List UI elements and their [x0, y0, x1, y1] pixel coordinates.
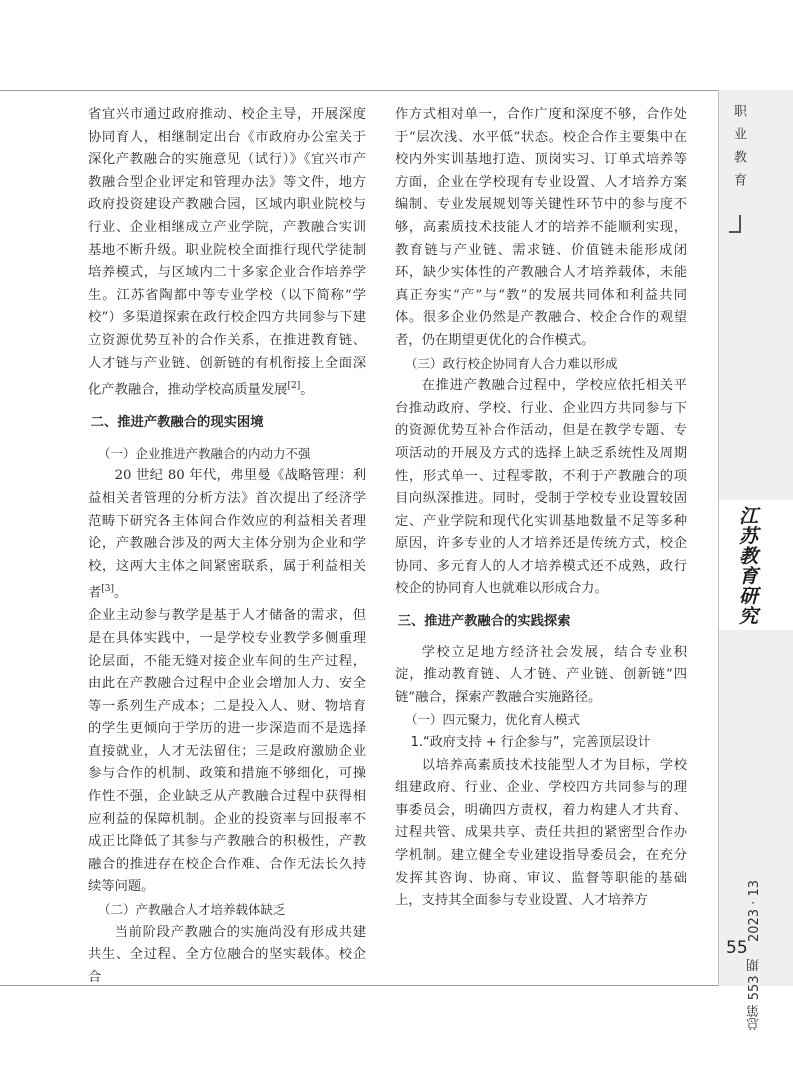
paragraph: 作方式相对单一，合作广度和深度不够，合作处于“层次浅、水平低”状态。校企合作主要集中在校内外实训基地打造、顶岗实习、订单式培养等方面，企业在学校现有专业设置、人才培养方案编制、专业发展规划等关键性环节中的参与度不够，高素质技术技能人才的培养不能顺利实现，教育链与产业链、需求链、价值链未能形成闭环，缺少实体性的产教融合人才培养载体，未能真正夯实“产”与“教”的发展共同体和利益共同体。很多企业仍然是产教融合、校企合作的观望者，仍在期望更优化的合作模式。 [395, 107, 687, 348]
top-rule [0, 90, 793, 91]
issue-info [745, 880, 764, 1030]
paragraph: 在推进产教融合过程中，学校应依托相关平台推动政府、学校、行业、企业四方共同参与下的资源优势互补合作活动，但是在教学专题、专项活动的开展及方式的选择上缺乏系统性及周期性，形式单一、过程零散，不利于产教融合的项目向纵深推进。同时，受制于学校专业设置较固定、产业学院和现代化实训基地数量不足等多种原因，许多专业的人才培养还是传统方式，校企协同、多元育人的人才培养模式还不成熟，政行校企的协同育人也就难以形成合力。 [395, 378, 687, 597]
section-label: 职业教育 [731, 104, 746, 196]
left-column [88, 104, 366, 989]
issue-date: 2023 · 13 [747, 880, 762, 943]
section-heading: 二、推进产教融合的现实困境 [90, 415, 264, 431]
issue-total: 总第 553 期 [747, 958, 762, 1031]
subsection-heading: （二）产教融合人才培养载体缺乏 [98, 902, 286, 918]
subsection-heading: （一）企业推进产教融合的内动力不强 [98, 445, 311, 461]
subsection-heading: （三）政行校企协同育人合力难以形成 [405, 355, 618, 371]
paragraph: 企业主动参与教学是基于人才储备的需求，但是在具体实践中，一是学校专业教学多侧重理论层面，不能无缝对接企业车间的生产过程，由此在产教融合过程中企业会增加人力、安全等一系列生产成本；二是投入人、财、物培育的学生更倾向于学历的进一步深造而不是选择直接就业，人才无法留住；三是政府激励企业参与合作的机制、政策和措施不够细化，可操作性不强，企业缺乏从产教融合过程中获得相应利益的保障机制。企业的投资率与回报率不成正比降低了其参与产教融合的积极性，产教融合的推进存在校企合作难、合作无法长久持续等问题。 [88, 608, 366, 895]
paragraph: 20 世纪 80 年代，弗里曼《战略管理：利益相关者管理的分析方法》首次提出了经济学范畴下研究各主体间合作效应的利益相关者理论，产教融合涉及的两大主体分别为企业和学校，这两大主体之间紧密联系，属于利益相关者[3]。 [88, 468, 366, 601]
paragraph: 省宜兴市通过政府推动、校企主导，开展深度协同育人，相继制定出台《市政府办公室关于深化产教融合的实施意见（试行）》《宜兴市产教融合型企业评定和管理办法》等文件，地方政府投资建设产教融合园，区域内职业院校与行业、企业相继成立产业学院，产教融合实训基地不断升级。职业院校全面推行现代学徒制培养模式，与区域内二十多家企业合作培养学生。江苏省陶都中等专业学校（以下简称“学校”）多渠道探索在政行校企四方共同参与下建立资源优势互补的合作关系，在推进教育链、人才链与产业链、创新链的有机衔接上全面深化产教融合，推动学校高质量发展[2]。 [88, 107, 366, 398]
sub-subsection-heading: 1.“政府支持 + 行企参与”，完善顶层设计 [410, 735, 651, 751]
paragraph: 当前阶段产教融合的实施尚没有形成共建共生、全过程、全方位融合的坚实载体。校企合 [88, 924, 366, 985]
page-number: 55 [726, 938, 748, 958]
bracket-mark-icon [729, 215, 741, 233]
paragraph: 以培养高素质技术技能型人才为目标，学校组建政府、行业、企业、学校四方共同参与的理事委员会，明确四方责权，着力构建人才共育、过程共管、成果共享、责任共担的紧密型合作办学机制。建立健全专业建设指导委员会，在充分发挥其咨询、协商、审议、监督等职能的基础上，支持其全面参与专业设置、人才培养方 [395, 757, 687, 909]
subsection-heading: （一）四元聚力，优化育人模式 [405, 712, 581, 728]
citation: [3] [101, 584, 115, 595]
paragraph: 学校立足地方经济社会发展，结合专业积淀，推动教育链、人才链、产业链、创新链“四链”融合，探索产教融合实施路径。 [395, 644, 687, 705]
right-column [395, 104, 687, 913]
journal-logo: 江苏教育研究 [736, 506, 758, 626]
citation: [2] [287, 381, 301, 392]
section-heading: 三、推进产教融合的实践探索 [397, 614, 571, 630]
